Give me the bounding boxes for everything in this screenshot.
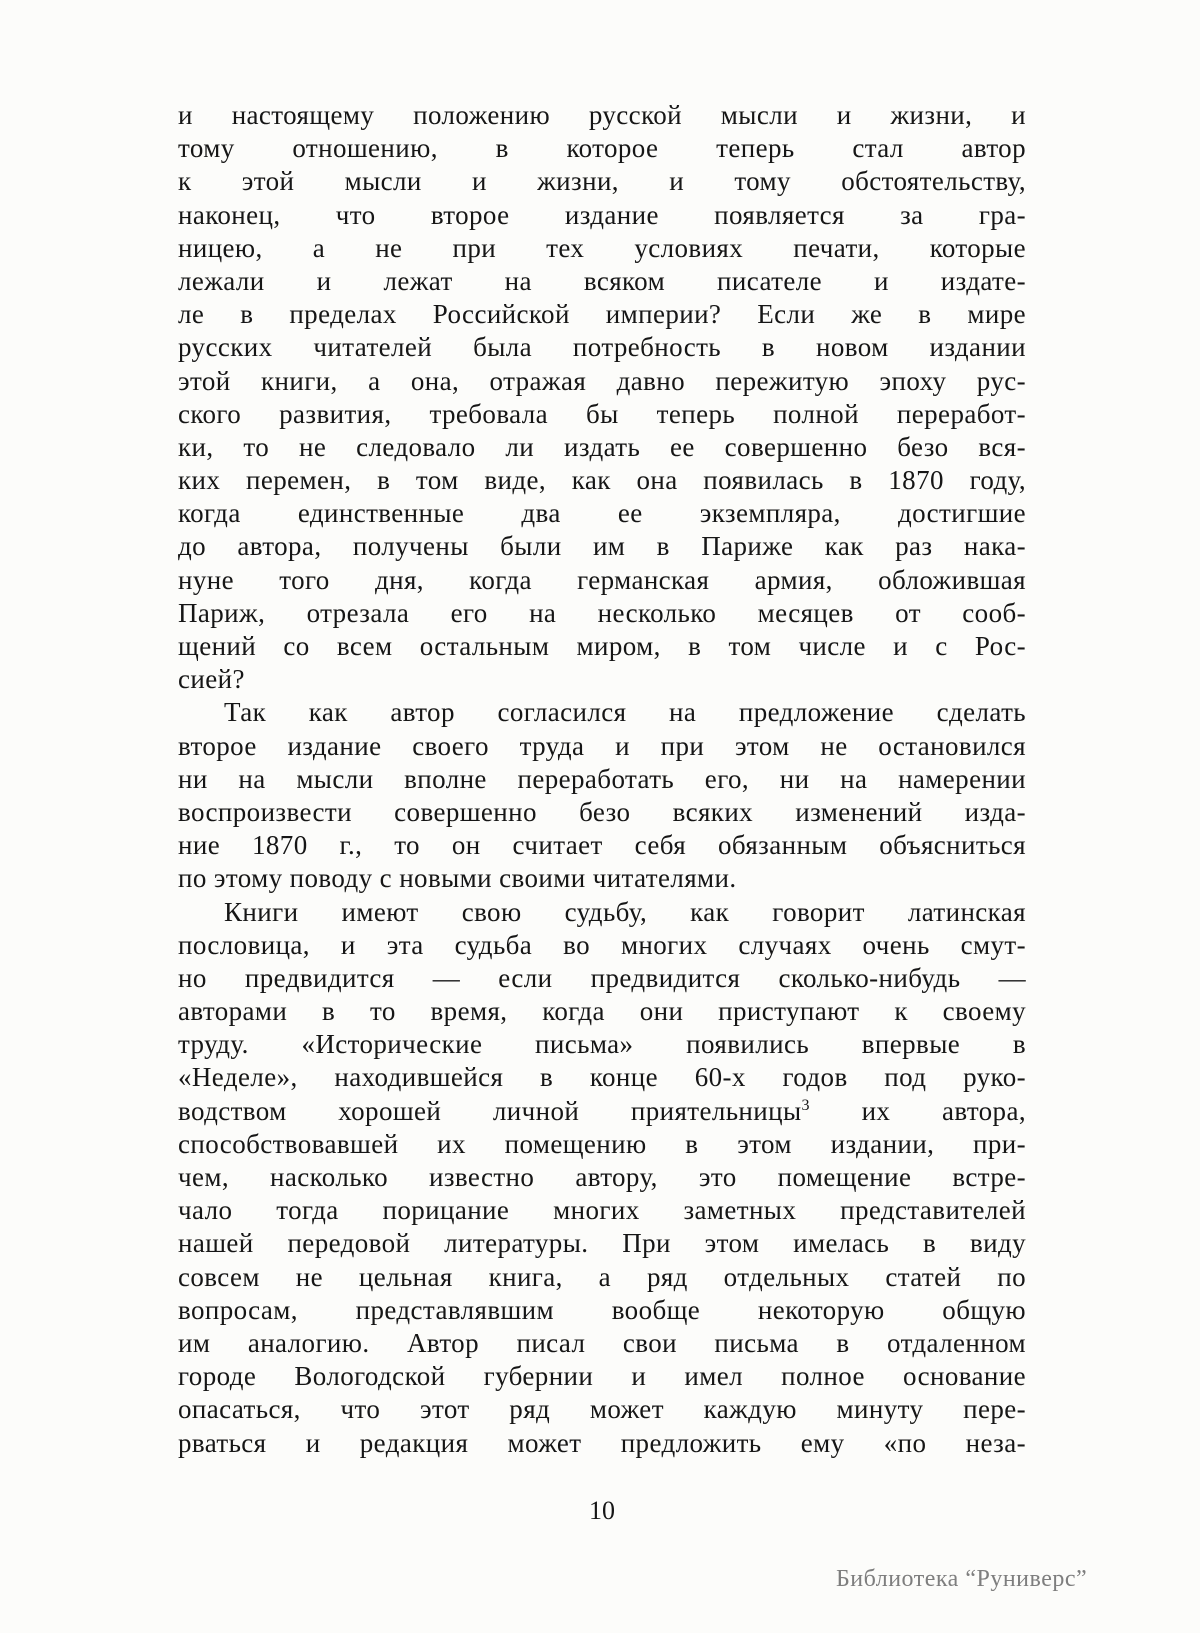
text-line: пословица, и эта судьба во многих случаях очень смут-: [178, 929, 1026, 960]
text-line: щений со всем остальным миром, в том числе и с Рос-: [178, 631, 1026, 661]
text-line: лежали и лежат на всяком писателе и издате-: [178, 265, 1026, 296]
text-line: ние 1870 г., то он считает себя обязанным объясниться: [178, 830, 1026, 861]
text-line: ни на мысли вполне переработать его, ни на намерении: [178, 763, 1026, 794]
text-line: вопросам, представлявшим вообще некоторую общую: [178, 1294, 1026, 1325]
text-line: чем, насколько известно автору, это помещение встре-: [178, 1162, 1026, 1192]
text-line: ницею, а не при тех условиях печати, которые: [178, 232, 1026, 263]
text-line: и настоящему положению русской мысли и жизни, и: [178, 100, 1026, 130]
text-line: тому отношению, в которое теперь стал автор: [178, 133, 1026, 164]
text-line: сией?: [178, 664, 245, 695]
text-line: этой книги, а она, отражая давно пережитую эпоху рус-: [178, 365, 1026, 396]
text-line: авторами в то время, когда они приступают к своему: [178, 996, 1026, 1027]
text-line: Книги имеют свою судьбу, как говорит латинская: [224, 896, 1026, 927]
text-line: ких перемен, в том виде, как она появилась в 1870 году,: [178, 465, 1026, 496]
text-line: к этой мысли и жизни, и тому обстоятельству,: [178, 166, 1026, 197]
text-line: Париж, отрезала его на несколько месяцев от сооб-: [178, 597, 1026, 628]
text-line: второе издание своего труда и при этом не остановился: [178, 730, 1026, 761]
text-line: опасаться, что этот ряд может каждую минуту пере-: [178, 1394, 1026, 1425]
text-line: водством хорошей личной приятельницы$^3$ их автора,: [178, 1095, 1026, 1126]
text-line: по этому поводу с новыми своими читателями.: [178, 863, 737, 894]
library-watermark: Библиотека “Руниверс”: [836, 1566, 1088, 1592]
text-line: труду. «Исторические письма» появились впервые в: [178, 1029, 1026, 1060]
text-line: им аналогию. Автор писал свои письма в отдаленном: [178, 1327, 1026, 1358]
text-line: совсем не цельная книга, а ряд отдельных статей по: [178, 1261, 1026, 1292]
text-line: до автора, получены были им в Париже как раз нака-: [178, 531, 1026, 562]
text-line: «Неделе», находившейся в конце 60-х годов под руко-: [178, 1062, 1026, 1093]
text-line: городе Вологодской губернии и имел полное основание: [178, 1361, 1026, 1392]
page-text-block: [178, 99, 1026, 1460]
text-line: способствовавшей их помещению в этом издании, при-: [178, 1128, 1026, 1159]
text-line: нашей передовой литературы. При этом имелась в виду: [178, 1228, 1026, 1259]
text-line: рваться и редакция может предложить ему «по неза-: [178, 1427, 1026, 1458]
page-number: 10: [589, 1496, 615, 1525]
text-line: ле в пределах Российской империи? Если же в мире: [178, 299, 1026, 330]
text-line: ки, то не следовало ли издать ее совершенно безо вся-: [178, 431, 1026, 462]
text-line: но предвидится — если предвидится сколько-нибудь —: [178, 962, 1026, 993]
text-line: наконец, что второе издание появляется за гра-: [178, 199, 1026, 230]
footnote-marker: 3: [801, 1096, 810, 1114]
text-line: воспроизвести совершенно безо всяких изменений изда-: [178, 796, 1026, 827]
text-line: когда единственные два ее экземпляра, достигшие: [178, 498, 1026, 529]
text-line: русских читателей была потребность в новом издании: [178, 332, 1026, 363]
text-line: ского развития, требовала бы теперь полной переработ-: [178, 398, 1026, 429]
text-line: Так как автор согласился на предложение сделать: [224, 697, 1026, 728]
text-line: нуне того дня, когда германская армия, обложившая: [178, 564, 1026, 595]
text-line: чало тогда порицание многих заметных представителей: [178, 1195, 1026, 1226]
